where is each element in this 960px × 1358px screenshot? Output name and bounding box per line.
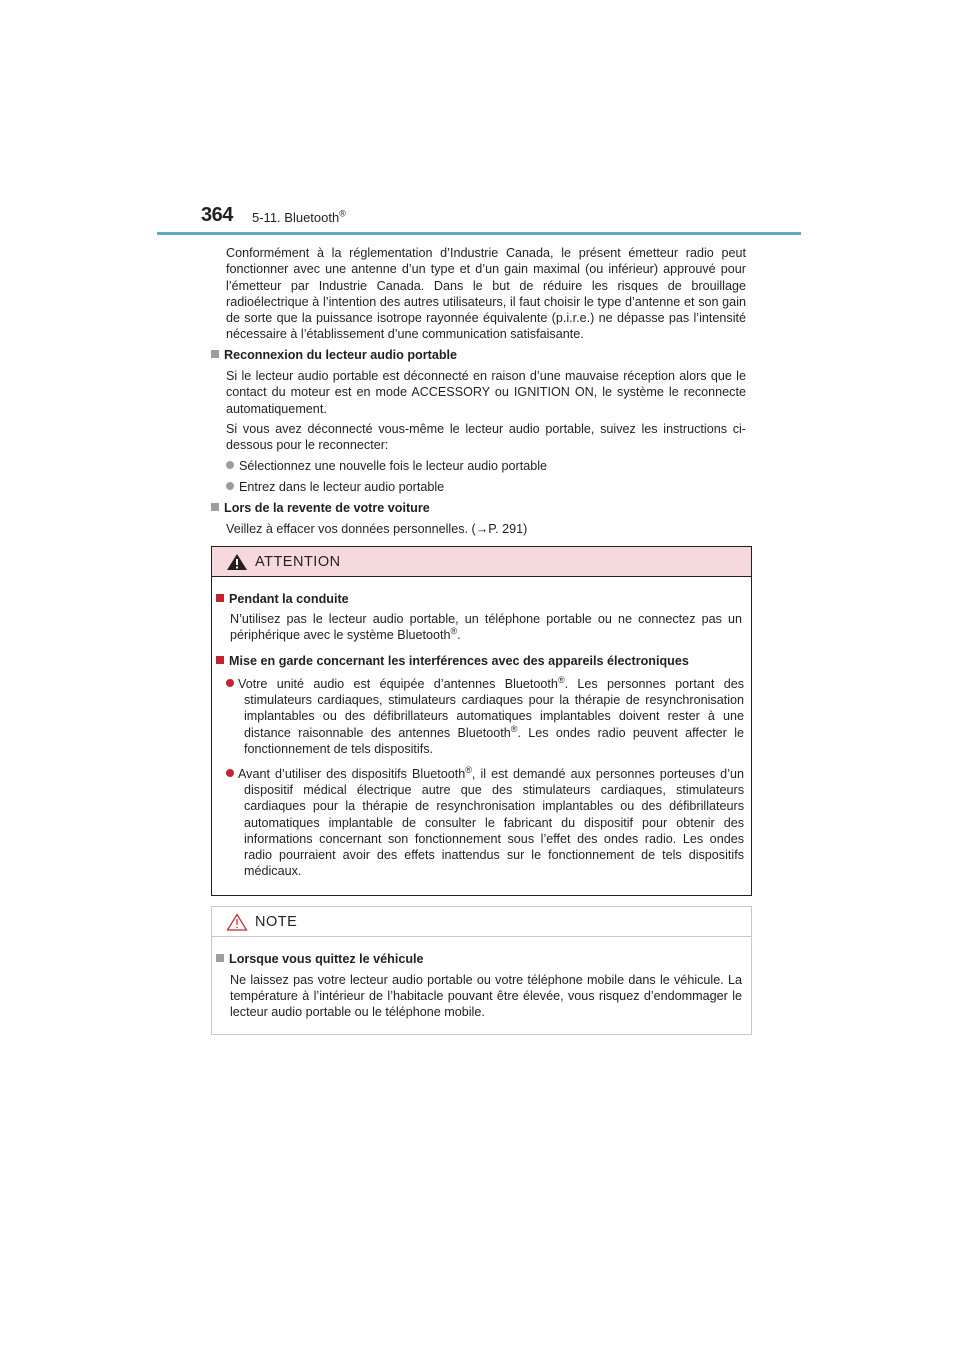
round-bullet-icon bbox=[226, 461, 234, 469]
arrow-icon: → bbox=[475, 522, 489, 536]
warning-triangle-icon bbox=[226, 553, 248, 571]
note-paragraph: Ne laissez pas votre lecteur audio portable ou votre téléphone mobile dans le véhicule. La température à l’intérieur de l’habitacle pouvant être élevée, vous risquez d’endommager le lecteur audio portable ou le téléphone mobile. bbox=[230, 973, 742, 1020]
attention-title: ATTENTION bbox=[255, 554, 341, 570]
round-bullet-icon bbox=[226, 679, 234, 687]
attention-box bbox=[211, 546, 752, 896]
reconnect-paragraph-1: Si le lecteur audio portable est déconnecté en raison d’une mauvaise réception alors que le contact du moteur est en mode ACCESSORY ou IGNITION ON, le système le reconnecte automatiquement. bbox=[226, 369, 746, 416]
note-title: NOTE bbox=[255, 914, 298, 930]
square-bullet-icon bbox=[211, 503, 219, 511]
reconnect-heading: Reconnexion du lecteur audio portable bbox=[211, 347, 457, 363]
round-bullet-icon bbox=[226, 482, 234, 490]
attention-paragraph-driving: N’utilisez pas le lecteur audio portable, un téléphone portable ou ne connectez pas un périphérique avec le système Bluetooth®. bbox=[230, 612, 742, 643]
attention-bullet-1: Votre unité audio est équipée d’antennes Bluetooth®. Les personnes portant des stimulateurs cardiaques, stimulateurs cardiaques pour la thérapie de resynchronisation implantables ou des défibrillateurs automatiques implantables doivent rester à une distance raisonnable des antennes Bluetooth®. Les ondes radio peuvent affecter le fonctionnement de tels dispositifs. bbox=[226, 676, 744, 757]
attention-heading-driving: Pendant la conduite bbox=[216, 591, 744, 607]
attention-header bbox=[212, 547, 751, 577]
resale-paragraph: Veillez à effacer vos données personnelles. (→P. 291) bbox=[226, 522, 528, 536]
resale-heading: Lors de la revente de votre voiture bbox=[211, 500, 430, 516]
attention-heading-interference: Mise en garde concernant les interférences avec des appareils électroniques bbox=[216, 653, 744, 669]
square-bullet-icon bbox=[211, 350, 219, 358]
square-bullet-icon bbox=[216, 954, 224, 962]
reconnect-bullet-1: Sélectionnez une nouvelle fois le lecteur audio portable bbox=[226, 458, 547, 474]
round-bullet-icon bbox=[226, 769, 234, 777]
header-rule bbox=[157, 232, 801, 235]
warning-triangle-icon bbox=[226, 913, 248, 931]
note-box bbox=[211, 906, 752, 1035]
intro-paragraph: Conformément à la réglementation d’Industrie Canada, le présent émetteur radio peut fonctionner avec une antenne d’un type et d’un gain maximal (ou inférieur) approuvé pour l’émetteur par Industrie Canada. Dans le but de réduire les risques de brouillage radioélectrique à l’intention des autres utilisateurs, il faut choisir le type d’antenne et son gain de sorte que la puissance isotrope rayonnée équivalente (p.i.r.e.) ne dépasse pas l’intensité nécessaire à l’établissement d’une communication satisfaisante. bbox=[226, 246, 746, 342]
reconnect-bullet-2: Entrez dans le lecteur audio portable bbox=[226, 479, 444, 495]
note-header bbox=[212, 907, 751, 937]
section-title: 5-11. Bluetooth® bbox=[252, 208, 346, 225]
square-bullet-icon bbox=[216, 656, 224, 664]
note-heading: Lorsque vous quittez le véhicule bbox=[216, 951, 744, 967]
reconnect-paragraph-2: Si vous avez déconnecté vous-même le lecteur audio portable, suivez les instructions ci-dessous pour le reconnecter: bbox=[226, 422, 746, 453]
attention-bullet-2: Avant d’utiliser des dispositifs Bluetooth®, il est demandé aux personnes porteuses d’un dispositif médical électrique autre que des stimulateurs cardiaques, stimulateurs cardiaques pour la thérapie de resynchronisation implantables ou des défibrillateurs automatiques implantable de consulter le fabricant du dispositif pour obtenir des informations concernant son fonctionnement sous l’effet des ondes radio. Les ondes radio pourraient avoir des effets inattendus sur le fonctionnement de tels dispositifs médicaux. bbox=[226, 766, 744, 879]
page-header bbox=[197, 204, 801, 234]
page-number: 364 bbox=[201, 204, 233, 226]
square-bullet-icon bbox=[216, 594, 224, 602]
